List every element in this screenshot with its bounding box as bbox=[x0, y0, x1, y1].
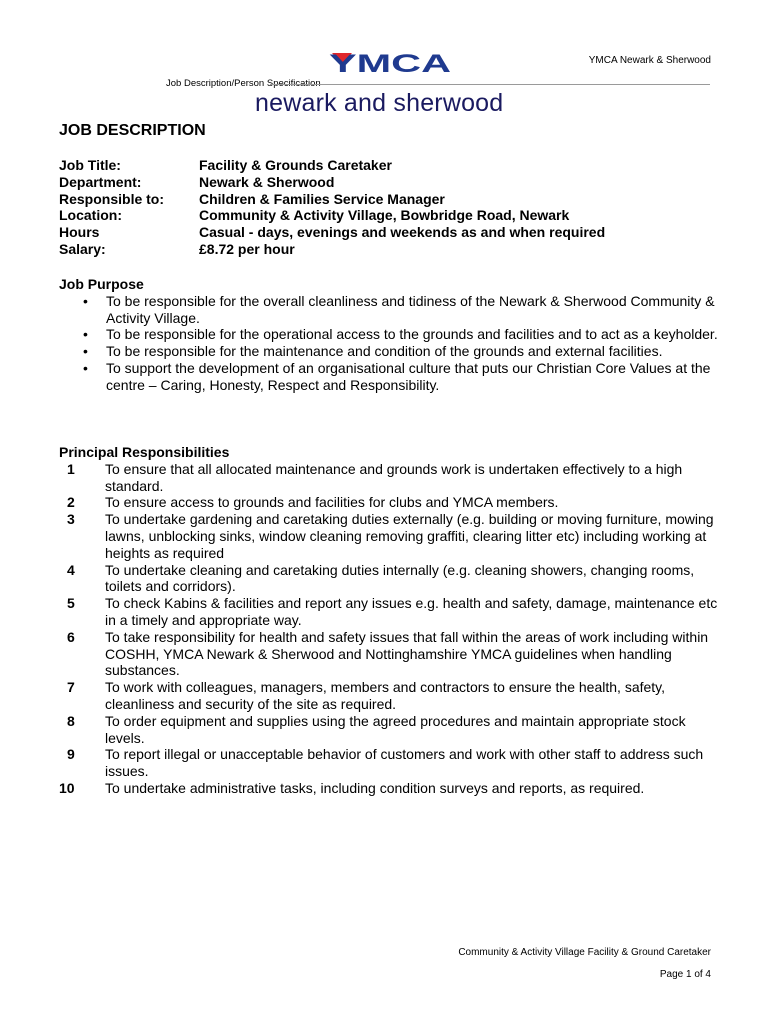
responsibility-item bbox=[59, 494, 719, 511]
item-number: 9 bbox=[67, 746, 75, 763]
item-text: To undertake cleaning and caretaking duties internally (e.g. cleaning showers, changing rooms, toilets and corridors). bbox=[105, 561, 695, 595]
info-label: Location: bbox=[59, 207, 122, 224]
list-item-text: To support the development of an organisational culture that puts our Christian Core Values at the centre – Caring, Honesty, Respect and Responsibility. bbox=[106, 359, 711, 393]
info-row-responsible-to bbox=[59, 191, 605, 208]
responsibility-item bbox=[59, 746, 719, 780]
list-item bbox=[59, 343, 719, 360]
info-value: Casual - days, evenings and weekends as and when required bbox=[199, 224, 606, 241]
bullet-icon: • bbox=[83, 326, 88, 343]
bullet-icon: • bbox=[83, 343, 88, 360]
item-number: 2 bbox=[67, 494, 75, 511]
info-label: Hours bbox=[59, 224, 100, 241]
item-text: To ensure access to grounds and facilities for clubs and YMCA members. bbox=[105, 494, 559, 511]
item-text: To ensure that all allocated maintenance and grounds work is undertaken effectively to a high standard. bbox=[105, 460, 683, 494]
item-number: 8 bbox=[67, 712, 75, 729]
footer-document-name: Community & Activity Village Facility & Ground Caretaker bbox=[458, 947, 711, 958]
responsibility-item bbox=[59, 713, 719, 747]
item-number: 6 bbox=[67, 628, 75, 645]
info-value: Facility & Grounds Caretaker bbox=[199, 157, 392, 173]
principal-responsibilities-section bbox=[59, 444, 719, 797]
job-purpose-section bbox=[59, 276, 719, 394]
info-row-department bbox=[59, 174, 605, 191]
item-number: 10 bbox=[59, 779, 75, 796]
header-divider bbox=[270, 84, 710, 85]
responsibility-item bbox=[59, 562, 719, 596]
responsibility-item bbox=[59, 511, 719, 561]
item-number: 3 bbox=[67, 511, 75, 528]
header-doc-label: Job Description/Person Specification bbox=[166, 78, 321, 89]
item-text: To undertake gardening and caretaking duties externally (e.g. building or moving furniture, mowing lawns, unblocking sinks, window cleaning removing graffiti, clearing litter etc) including working at heights as required bbox=[105, 511, 714, 561]
job-purpose-heading: Job Purpose bbox=[59, 276, 144, 292]
item-text: To undertake administrative tasks, including condition surveys and reports, as required. bbox=[105, 779, 645, 796]
info-value: Community & Activity Village, Bowbridge Road, Newark bbox=[199, 207, 570, 224]
responsibility-item bbox=[59, 461, 719, 495]
info-label: Job Title: bbox=[59, 157, 121, 173]
responsibility-item bbox=[59, 780, 719, 797]
item-number: 7 bbox=[67, 679, 75, 696]
responsibility-item bbox=[59, 595, 719, 629]
info-label: Responsible to: bbox=[59, 190, 165, 207]
list-item-text: To be responsible for the maintenance and condition of the grounds and external facilities. bbox=[106, 343, 663, 360]
list-item bbox=[59, 326, 719, 343]
info-row-hours bbox=[59, 224, 605, 241]
logo-text: YMCA bbox=[329, 50, 451, 76]
item-number: 1 bbox=[67, 460, 75, 477]
info-row-salary bbox=[59, 241, 605, 258]
header-org-name: YMCA Newark & Sherwood bbox=[588, 55, 711, 66]
info-value: £8.72 per hour bbox=[199, 240, 295, 257]
responsibility-item bbox=[59, 629, 719, 679]
job-info-table bbox=[59, 157, 605, 258]
info-row-job-title bbox=[59, 157, 605, 174]
page-title: JOB DESCRIPTION bbox=[59, 122, 206, 139]
item-text: To report illegal or unacceptable behavior of customers and work with other staff to address such issues. bbox=[105, 746, 704, 780]
item-number: 5 bbox=[67, 595, 75, 612]
item-number: 4 bbox=[67, 561, 75, 578]
info-value: Children & Families Service Manager bbox=[199, 190, 445, 207]
job-purpose-list bbox=[59, 293, 719, 394]
bullet-icon: • bbox=[83, 359, 88, 376]
item-text: To take responsibility for health and safety issues that fall within the areas of work including within COSHH, YMCA Newark & Sherwood and Nottinghamshire YMCA guidelines when handling substances. bbox=[105, 628, 709, 679]
info-label: Salary: bbox=[59, 240, 106, 257]
item-text: To order equipment and supplies using the agreed procedures and maintain appropriate stock levels. bbox=[105, 712, 686, 746]
responsibilities-heading: Principal Responsibilities bbox=[59, 444, 230, 460]
info-value: Newark & Sherwood bbox=[199, 173, 335, 190]
info-row-location bbox=[59, 207, 605, 224]
list-item bbox=[59, 293, 719, 327]
info-label: Department: bbox=[59, 173, 142, 190]
list-item-text: To be responsible for the overall cleanliness and tidiness of the Newark & Sherwood Community & Activity Village. bbox=[106, 292, 715, 326]
list-item-text: To be responsible for the operational access to the grounds and facilities and to act as a keyholder. bbox=[106, 326, 718, 343]
item-text: To check Kabins & facilities and report any issues e.g. health and safety, damage, maintenance etc in a timely and appropriate way. bbox=[105, 595, 718, 628]
header-subtitle: newark and sherwood bbox=[255, 89, 504, 117]
list-item bbox=[59, 360, 719, 394]
item-text: To work with colleagues, managers, members and contractors to ensure the health, safety, cleanliness and security of the site as required. bbox=[105, 679, 666, 712]
ymca-logo bbox=[328, 50, 452, 76]
responsibility-item bbox=[59, 679, 719, 713]
footer-page-number: Page 1 of 4 bbox=[659, 969, 711, 980]
bullet-icon: • bbox=[83, 292, 88, 309]
